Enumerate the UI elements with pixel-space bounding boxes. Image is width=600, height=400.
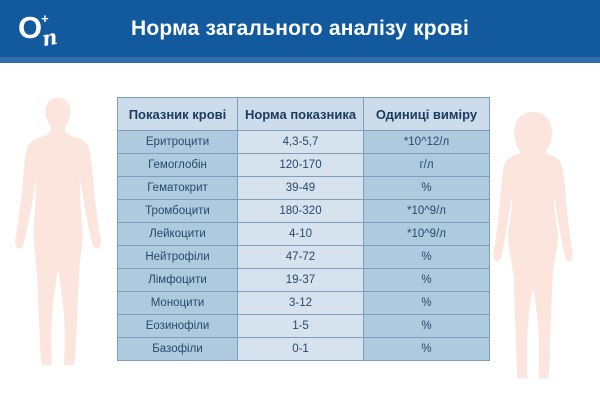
norm-cell: 0-1 — [238, 338, 364, 361]
unit-cell: % — [364, 177, 490, 200]
norm-cell: 4-10 — [238, 223, 364, 246]
logo-letter-o: O — [18, 10, 43, 45]
table-row — [118, 269, 490, 292]
norm-cell: 180-320 — [238, 200, 364, 223]
table-row — [118, 131, 490, 154]
brand-logo — [18, 9, 60, 53]
unit-cell: % — [364, 269, 490, 292]
norm-cell: 1-5 — [238, 315, 364, 338]
unit-cell: *10^9/л — [364, 200, 490, 223]
column-header-2: Одиниці виміру — [364, 98, 490, 131]
male-body-icon — [6, 94, 110, 368]
unit-cell: % — [364, 292, 490, 315]
male-silhouette — [6, 94, 110, 368]
indicator-cell: Моноцити — [118, 292, 238, 315]
indicator-cell: Еозинофіли — [118, 315, 238, 338]
table-row — [118, 177, 490, 200]
unit-cell: *10^12/л — [364, 131, 490, 154]
table-header-row — [118, 98, 490, 131]
page-title: Норма загального аналізу крові — [130, 16, 470, 40]
logo-letter-n: n — [39, 23, 60, 52]
logo-plus-icon: + — [41, 11, 49, 26]
indicator-cell: Еритроцити — [118, 131, 238, 154]
table-row — [118, 338, 490, 361]
female-silhouette — [486, 110, 580, 382]
blood-analysis-table — [117, 97, 490, 361]
indicator-cell: Тромбоцити — [118, 200, 238, 223]
unit-cell: % — [364, 246, 490, 269]
unit-cell: % — [364, 338, 490, 361]
top-bar — [0, 0, 600, 57]
table-row — [118, 200, 490, 223]
indicator-cell: Гематокрит — [118, 177, 238, 200]
unit-cell: % — [364, 315, 490, 338]
column-header-1: Норма показника — [238, 98, 364, 131]
top-bar-accent-strip — [0, 57, 600, 63]
indicator-cell: Лімфоцити — [118, 269, 238, 292]
table-row — [118, 223, 490, 246]
norm-cell: 39-49 — [238, 177, 364, 200]
table-container — [117, 97, 489, 361]
indicator-cell: Лейкоцити — [118, 223, 238, 246]
norm-cell: 120-170 — [238, 154, 364, 177]
unit-cell: г/л — [364, 154, 490, 177]
table-row — [118, 246, 490, 269]
norm-cell: 3-12 — [238, 292, 364, 315]
norm-cell: 19-37 — [238, 269, 364, 292]
table-row — [118, 315, 490, 338]
norm-cell: 4,3-5,7 — [238, 131, 364, 154]
table-row — [118, 154, 490, 177]
indicator-cell: Гемоглобін — [118, 154, 238, 177]
table-row — [118, 292, 490, 315]
table-body — [118, 131, 490, 361]
indicator-cell: Нейтрофіли — [118, 246, 238, 269]
indicator-cell: Базофіли — [118, 338, 238, 361]
column-header-0: Показник крові — [118, 98, 238, 131]
norm-cell: 47-72 — [238, 246, 364, 269]
unit-cell: *10^9/л — [364, 223, 490, 246]
female-body-icon — [486, 110, 580, 382]
